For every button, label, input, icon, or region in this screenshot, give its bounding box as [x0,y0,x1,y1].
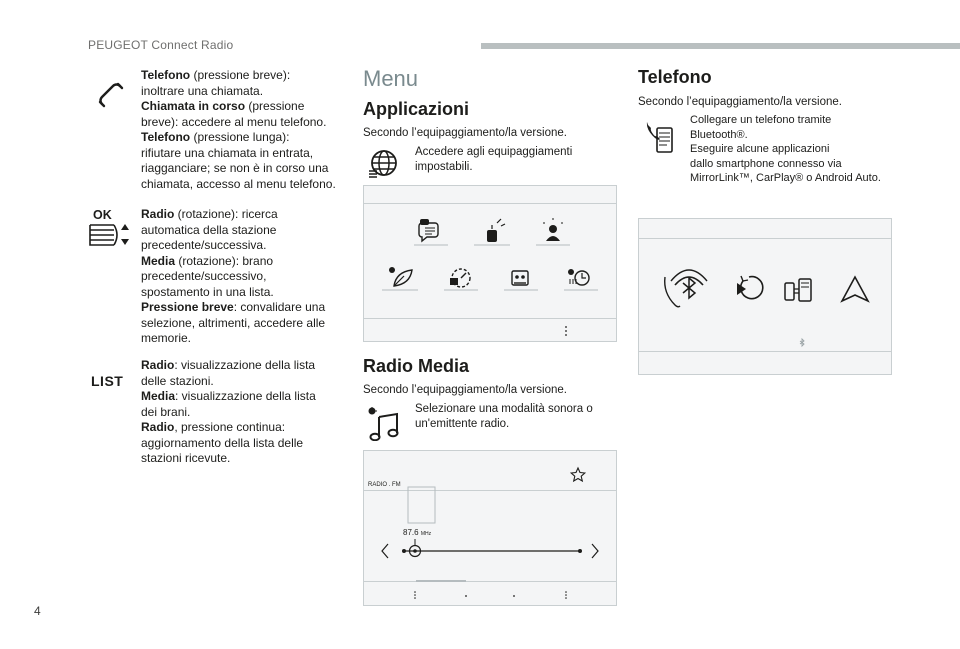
music-note-icon [367,405,401,441]
phone-book-icon [644,118,678,156]
radio-media-description: Selezionare una modalità sonora o un'emittente radio. [415,403,593,430]
frequency-readout: 87.6 MHz [403,528,432,537]
tile-driving-aid-icon[interactable] [474,219,510,245]
bluetooth-phone-icon[interactable] [665,270,707,307]
telefono-subtitle: Secondo l’equipaggiamento/la versione. [638,96,842,108]
telefono-title: Telefono [638,67,712,87]
album-art-placeholder [408,487,435,523]
source-tab-indicator [416,580,466,582]
list-control-text: Radio: visualizzazione della lista delle stazioni. Media: visualizzazione della lista dei brani. Radio, pressione continua: aggiornamento della lista delle stazioni ricevute. [141,358,316,465]
bottom-bar-dot-1 [465,595,467,597]
applicazioni-screen [363,185,617,342]
apps-globe-icon [367,146,401,180]
mirrorlink-icon[interactable] [785,279,811,301]
frequency-slider[interactable] [402,539,582,557]
ok-label: OK [93,208,112,222]
radio-band-label: RADIO . FM [368,482,401,488]
radio-media-screen [363,450,617,606]
favorite-star-icon[interactable] [571,468,585,481]
previous-station-icon[interactable] [382,544,388,558]
telefono-screen [638,218,892,375]
radio-media-control-text: Radio (rotazione): ricerca automatica della stazione precedente/successiva. Media (rotazione): brano precedente/successivo, spostamento in una lista. Pressione breve: convalidare una selezione, altrimenti, accedere alle memorie. [141,207,326,345]
tile-user-profile-icon[interactable] [536,218,570,245]
bottom-bar-more-icon[interactable] [565,591,567,599]
tile-contacts-card-icon[interactable] [504,271,538,290]
telefono-control-text: Telefono (pressione breve): inoltrare una chiamata. Chiamata in corso (pressione breve): accedere al menu telefono. Telefono (pressione lunga): rifiutare una chiamata in entrata, riagganciare; se non è in corso una chiamata, accesso al menu telefono. [141,68,336,191]
header-bar [481,43,960,49]
applicazioni-subtitle: Secondo l’equipaggiamento/la versione. [363,127,567,139]
radio-media-subtitle: Secondo l’equipaggiamento/la versione. [363,384,567,396]
list-icon: LIST [91,373,124,389]
carplay-play-icon[interactable] [737,276,763,299]
menu-title: Menu [363,66,419,91]
next-station-icon[interactable] [592,544,598,558]
android-auto-icon[interactable] [842,277,868,301]
page-number: 4 [34,604,41,618]
tile-heater-timer-icon[interactable] [564,269,598,290]
tile-climate-gauge-icon[interactable] [444,269,478,290]
radio-media-title: Radio Media [363,356,470,376]
bottom-bar-dot-2 [513,595,515,597]
bottom-bar-menu-icon[interactable] [414,591,416,599]
header-title: PEUGEOT Connect Radio [88,38,234,52]
tile-messages-icon[interactable] [414,219,448,245]
rotary-ok-icon [88,208,132,250]
more-options-icon[interactable] [565,326,567,336]
applicazioni-description: Accedere agli equipaggiamenti impostabili. [415,146,573,173]
bluetooth-status-icon [800,339,804,346]
phone-handset-icon [96,80,124,108]
telefono-description: Collegare un telefono tramite Bluetooth®. Eseguire alcune applicazioni dallo smartphone connesso via MirrorLink™, CarPlay® o Android Auto. [690,114,881,184]
applicazioni-title: Applicazioni [363,99,470,119]
tile-eco-leaf-icon[interactable] [382,267,418,290]
